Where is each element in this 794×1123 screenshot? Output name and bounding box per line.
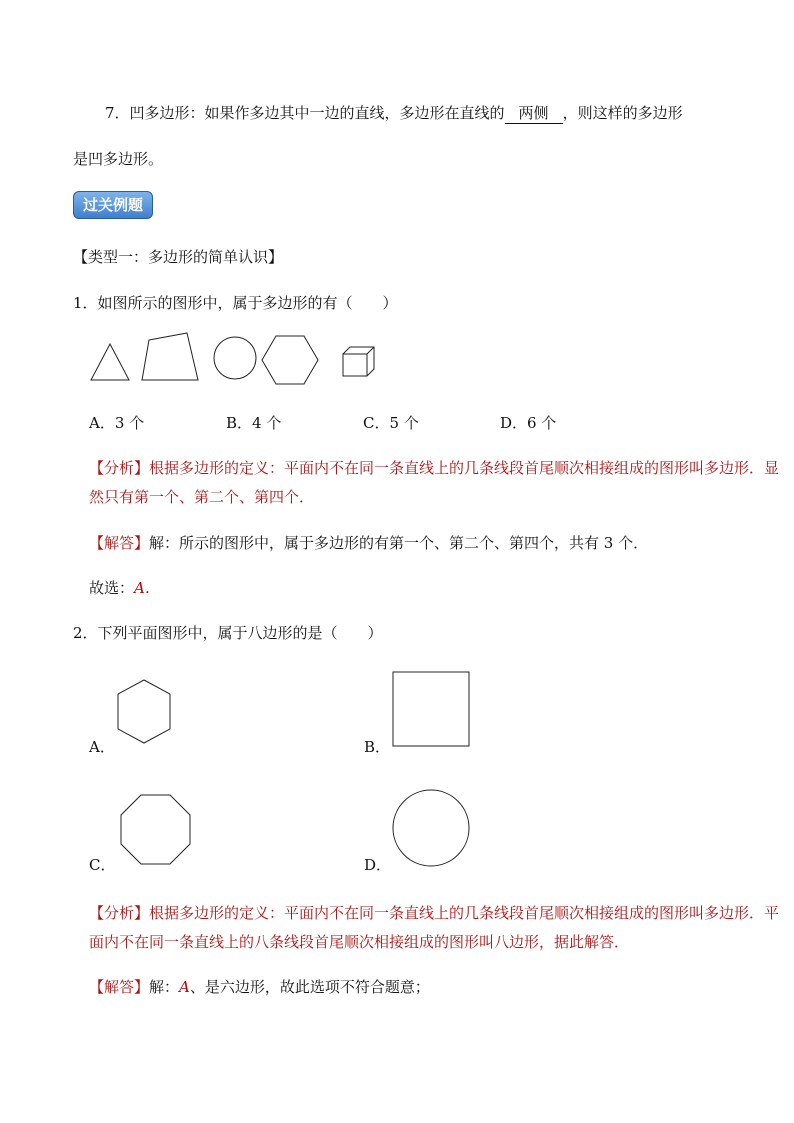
- question-1-option-d[interactable]: D．6 个: [500, 414, 557, 432]
- question-1-option-b[interactable]: B．4 个: [226, 414, 282, 432]
- question-2-answer: [89, 976, 430, 997]
- question-2-analysis-line2: 面内不在同一条直线上的八条线段首尾顺次相接组成的图形叫八边形，据此解答．: [89, 933, 630, 951]
- answer-option-letter: A: [179, 978, 190, 996]
- item7-line2: 是凹多边形。: [73, 150, 164, 168]
- analysis-text: 根据多边形的定义：平面内不在同一条直线上的几条线段首尾顺次相接组成的图形叫多边形．显: [149, 459, 780, 477]
- question-1-option-a[interactable]: A．3 个: [89, 414, 145, 432]
- answer-prefix: 解：: [149, 978, 180, 996]
- question-2-option-d[interactable]: D．: [364, 856, 392, 874]
- octagon-icon: [121, 795, 190, 864]
- choice-value: A．: [134, 579, 160, 597]
- analysis-tag: 【分析】: [89, 459, 150, 477]
- answer-text: 解：所示的图形中，属于多边形的有第一个、第二个、第四个，共有 3 个．: [149, 534, 649, 552]
- question-1-stem: 1．如图所示的图形中，属于多边形的有（ ）: [73, 294, 398, 312]
- item7-text: 7．凹多边形：如果作多边其中一边的直线，多边形在直线的: [105, 104, 505, 122]
- question-1-option-c[interactable]: C．5 个: [363, 414, 419, 432]
- item7-text-suffix: ，则这样的多边形: [562, 104, 683, 122]
- question-2-option-a[interactable]: A．: [89, 738, 115, 756]
- circle-icon: [393, 790, 469, 866]
- answer-rest: 、是六边形，故此选项不符合题意；: [189, 978, 430, 996]
- answer-tag: 【解答】: [89, 534, 150, 552]
- analysis-tag: 【分析】: [89, 904, 150, 922]
- question-2-option-b[interactable]: B．: [364, 738, 391, 756]
- hexagon-icon: [118, 680, 170, 743]
- choice-prefix: 故选：: [89, 579, 135, 597]
- question-2-option-c[interactable]: C．: [89, 856, 116, 874]
- question-2-stem: 2．下列平面图形中，属于八边形的是（ ）: [73, 624, 383, 642]
- type-heading: 【类型一：多边形的简单认识】: [73, 248, 284, 266]
- analysis-text: 根据多边形的定义：平面内不在同一条直线上的几条线段首尾顺次相接组成的图形叫多边形．平: [149, 904, 780, 922]
- question-1-analysis-line2: 然只有第一个、第二个、第四个．: [89, 488, 315, 506]
- answer-tag: 【解答】: [89, 978, 150, 996]
- square-icon: [393, 672, 469, 746]
- section-badge: 过关例题: [73, 191, 153, 219]
- answer-blank: 两侧: [505, 102, 563, 124]
- question-2-analysis-line1: [89, 902, 779, 923]
